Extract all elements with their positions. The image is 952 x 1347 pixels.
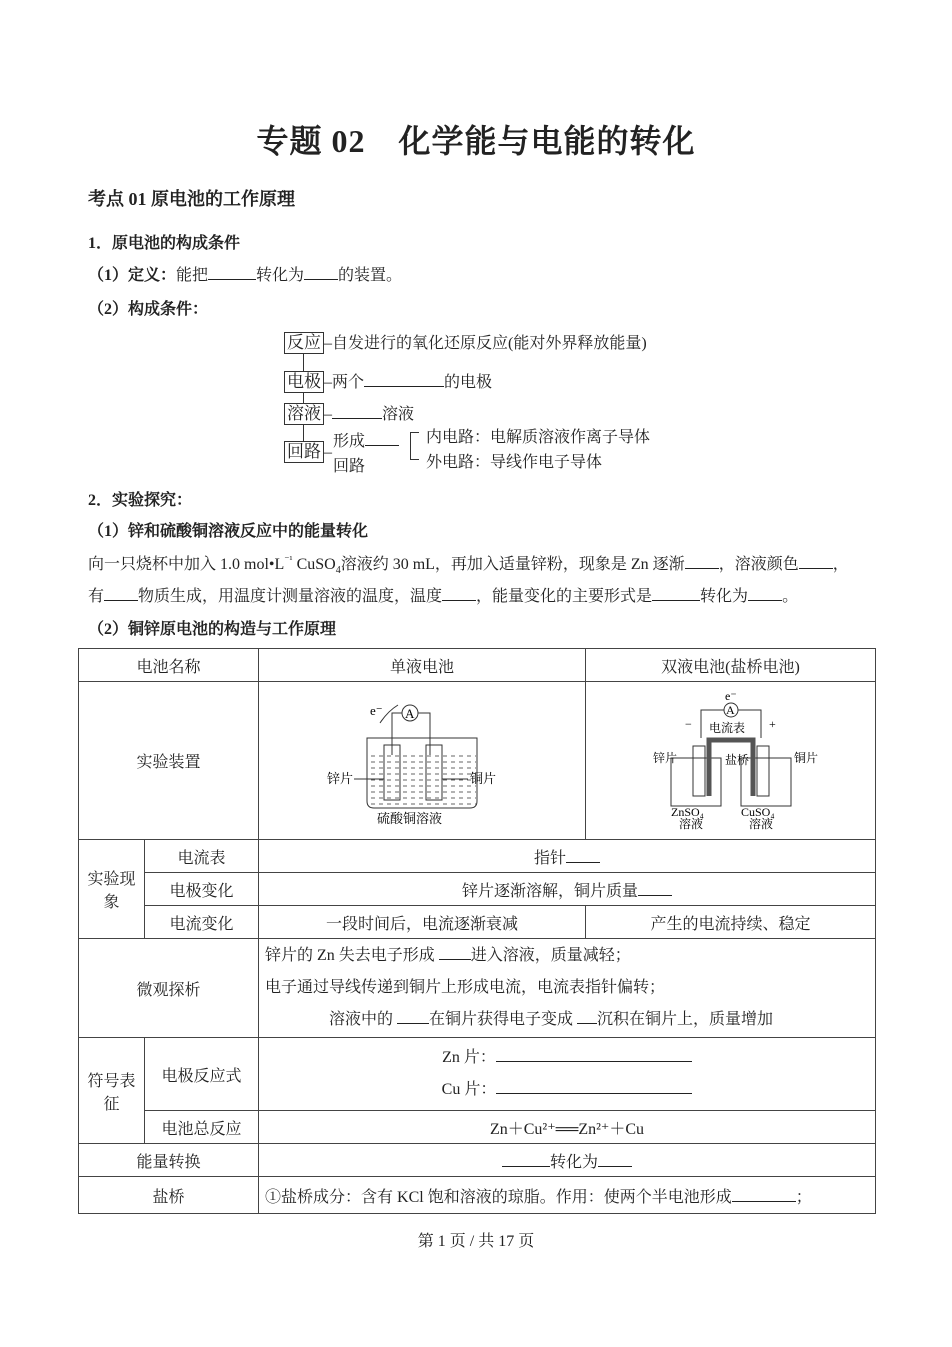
blank bbox=[304, 265, 338, 280]
half-equations: Zn 片： Cu 片： bbox=[259, 1038, 876, 1111]
electrode-change-label: 电极变化 bbox=[145, 873, 259, 906]
current-change-label: 电流变化 bbox=[145, 906, 259, 939]
diagram-text: 两个 bbox=[332, 374, 365, 391]
blank bbox=[208, 265, 256, 280]
single-cell-diagram bbox=[322, 693, 522, 826]
double-cell-figure bbox=[586, 682, 876, 840]
def-text: 转化为 bbox=[256, 267, 305, 284]
def-label: （1）定义： bbox=[88, 267, 177, 284]
svg-text:A: A bbox=[405, 706, 415, 721]
ammeter-value: 指针 bbox=[259, 840, 876, 873]
header-single: 单液电池 bbox=[259, 649, 586, 682]
energy-value: 转化为 bbox=[259, 1144, 876, 1177]
current-single: 一段时间后，电流逐渐衰减 bbox=[259, 906, 586, 939]
energy-label: 能量转换 bbox=[79, 1144, 259, 1177]
micro-analysis: 锌片的 Zn 失去电子形成 进入溶液，质量减轻； 电子通过导线传递到铜片上形成电流，电流表指针偏转； 溶液中的 在铜片获得电子变成 沉积在铜片上，质量增加 bbox=[259, 939, 876, 1038]
ammeter-label: 电流表 bbox=[145, 840, 259, 873]
diagram-text: 形成 bbox=[333, 433, 366, 450]
inner-circuit-text: 内电路：电解质溶液作离子导体 bbox=[426, 429, 651, 446]
blank bbox=[365, 431, 399, 446]
svg-text:铜片: 铜片 bbox=[793, 751, 818, 765]
double-cell-diagram bbox=[651, 688, 818, 831]
box-circuit: 回路 bbox=[284, 441, 324, 463]
diagram-text: 溶液 bbox=[382, 406, 415, 423]
svg-text:CuSO₄: CuSO₄ bbox=[740, 805, 775, 819]
heading-1: 1．原电池的构成条件 bbox=[88, 235, 241, 252]
definition-line bbox=[88, 262, 402, 285]
svg-text:e⁻: e⁻ bbox=[724, 689, 737, 703]
svg-text:铜片: 铜片 bbox=[470, 771, 497, 786]
svg-text:溶液: 溶液 bbox=[678, 817, 703, 831]
section-heading: 考点 01 原电池的工作原理 bbox=[88, 189, 295, 209]
svg-text:A: A bbox=[725, 703, 735, 717]
outer-circuit-text: 外电路：导线作电子导体 bbox=[426, 454, 603, 471]
paragraph-line-1: 向一只烧杯中加入 1.0 $mol•L^{^{-1}}$ CuSO$_4$溶液约 30 mL，再加入适量锌粉，现象是 Zn 逐渐 ，溶液颜色 ， bbox=[88, 554, 849, 577]
svg-text:溶液: 溶液 bbox=[748, 817, 773, 831]
svg-text:e⁻: e⁻ bbox=[370, 703, 383, 718]
diagram-text: 自发进行的氧化还原反应(能对外界释放能量) bbox=[332, 335, 647, 352]
total-reaction: Zn＋Cu²⁺══Zn²⁺＋Cu bbox=[259, 1111, 876, 1144]
def-text: 的装置。 bbox=[338, 267, 403, 284]
svg-text:锌片: 锌片 bbox=[652, 751, 677, 765]
paragraph-line-2: 有 物质生成，用温度计测量溶液的温度，温度 ，能量变化的主要形式是 转化为 。 bbox=[88, 588, 799, 605]
subheading-1: （1）锌和硫酸铜溶液反应中的能量转化 bbox=[88, 523, 369, 540]
current-double: 产生的电流持续、稳定 bbox=[586, 906, 876, 939]
conditions-label: （2）构成条件： bbox=[88, 301, 209, 318]
connector-line bbox=[303, 350, 304, 450]
micro-label: 微观探析 bbox=[79, 939, 259, 1038]
blank bbox=[332, 404, 382, 419]
total-reaction-label: 电池总反应 bbox=[145, 1111, 259, 1144]
battery-table bbox=[78, 648, 876, 1214]
svg-text:+: + bbox=[768, 717, 776, 731]
equation-label: 电极反应式 bbox=[145, 1038, 259, 1111]
box-reaction: 反应 bbox=[284, 332, 324, 354]
salt-bridge-label: 盐桥 bbox=[79, 1177, 259, 1214]
def-text: 能把 bbox=[176, 267, 209, 284]
svg-text:锌片: 锌片 bbox=[327, 771, 354, 786]
svg-text:−: − bbox=[684, 717, 692, 731]
svg-text:电流表: 电流表 bbox=[708, 721, 745, 735]
blank bbox=[364, 372, 444, 387]
svg-text:ZnSO₄: ZnSO₄ bbox=[670, 805, 704, 819]
heading-2: 2．实验探究： bbox=[88, 492, 193, 509]
header-name: 电池名称 bbox=[79, 649, 259, 682]
page-footer: 第 1 页 / 共 17 页 bbox=[417, 1233, 535, 1250]
salt-bridge-value: ①盐桥成分：含有 KCl 饱和溶液的琼脂。作用：使两个半电池形成 ； bbox=[259, 1177, 876, 1214]
box-solution: 溶液 bbox=[284, 403, 324, 425]
single-cell-figure bbox=[259, 682, 586, 840]
box-electrode: 电极 bbox=[284, 371, 324, 393]
electrode-change-value: 锌片逐渐溶解，铜片质量 bbox=[259, 873, 876, 906]
subheading-2: （2）铜锌原电池的构造与工作原理 bbox=[88, 621, 337, 638]
apparatus-label: 实验装置 bbox=[79, 682, 259, 840]
symbol-label: 符号表征 bbox=[79, 1038, 145, 1144]
header-double: 双液电池(盐桥电池) bbox=[586, 649, 876, 682]
diagram-text: 回路 bbox=[333, 458, 366, 475]
phenomenon-label: 实验现象 bbox=[79, 840, 145, 939]
page-title: 专题 02 化学能与电能的转化 bbox=[256, 123, 696, 159]
svg-text:硫酸铜溶液: 硫酸铜溶液 bbox=[377, 811, 443, 826]
svg-text:盐桥: 盐桥 bbox=[724, 753, 749, 767]
diagram-text: 的电极 bbox=[444, 374, 493, 391]
bracket bbox=[410, 432, 419, 460]
